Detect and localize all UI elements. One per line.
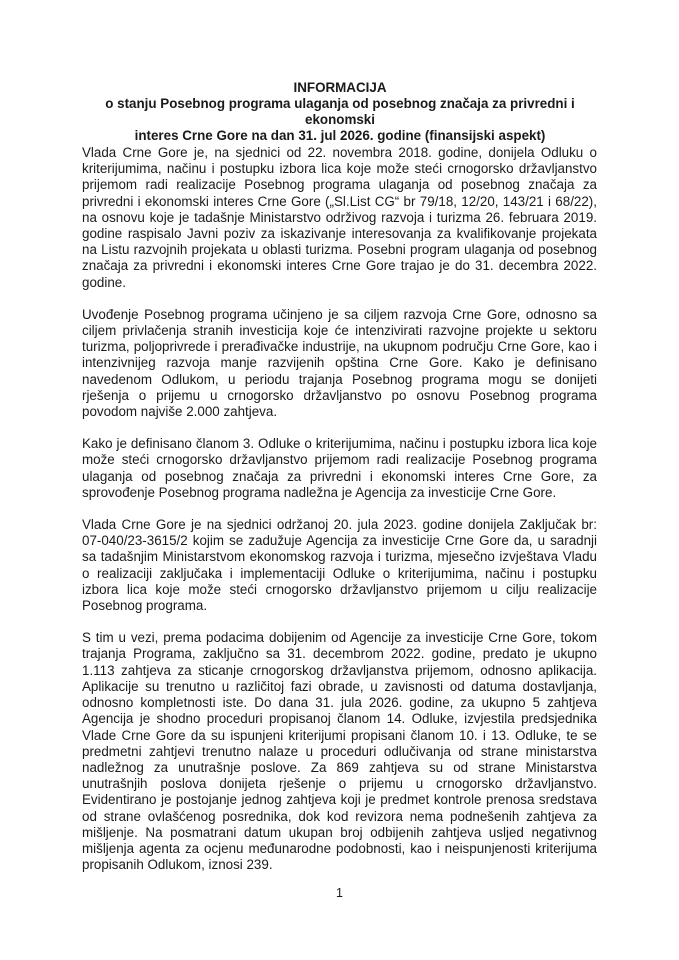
paragraph-4: Vlada Crne Gore je na sjednici održanoj 20. jula 2023. godine donijela Zaključak br: 07-040/23-3615/2 kojim se zadužuje Agencija za investicije Crne Gore da, u saradnji sa tadašnjim Ministarstvom ekonomskog razvoja i turizma, mjesečno izvještava Vladu o realizaciji zaključaka i implementaciji Odluke o kriterijumima, načinu i postupku izbora lica koje može steći crnogorsko državljanstvo prijemom u cilju realizacije Posebnog programa. <box>82 517 597 614</box>
document-title: INFORMACIJA <box>293 80 387 95</box>
document-heading <box>70 80 610 144</box>
paragraph-2: Uvođenje Posebnog programa učinjeno je sa ciljem razvoja Crne Gore, odnosno sa ciljem privlačenja stranih investicija koje će intenzivirati razvojne projekte u sektoru turizma, poljoprivrede i prerađivačke industrije, na ukupnom području Crne Gore, kao i intenzivnijeg razvoja manje razvijenih opština Crne Gore. Kako je definisano navedenom Odlukom, u periodu trajanja Posebnog programa mogu se donijeti rješenja o prijemu u crnogorsko državljanstvo po osnovu Posebnog programa povodom najviše 2.000 zahtjeva. <box>82 306 597 420</box>
paragraph-3: Kako je definisano članom 3. Odluke o kriterijumima, načinu i postupku izbora lica koje može steći crnogorsko državljanstvo prijemom radi realizacije Posebnog programa ulaganja od posebnog značaja za privredni i ekonomski interes Crne Gore, za sprovođenje Posebnog programa nadležna je Agencija za investicije Crne Gore. <box>82 436 597 500</box>
document-subtitle-line-2: interes Crne Gore na dan 31. jul 2026. godine (finansijski aspekt) <box>134 128 546 143</box>
paragraph-5: S tim u vezi, prema podacima dobijenim od Agencije za investicije Crne Gore, tokom trajanja Programa, zaključno sa 31. decembrom 2022. godine, predato je ukupno 1.113 zahtjeva za sticanje crnogorskog državljanstva prijemom, odnosno aplikacija. Aplikacije su trenutno u različitoj fazi obrade, u zavisnosti od datuma dostavljanja, odnosno kompletnosti iste. Do dana 31. jula 2026. godine, za ukupno 5 zahtjeva Agencija je shodno proceduri propisanoj članom 14. Odluke, izvjestila predsjednika Vlade Crne Gore da su ispunjeni kriterijumi propisani članom 10. i 13. Odluke, te se predmetni zahtjevi trenutno nalaze u proceduri odlučivanja od strane ministarstva nadležnog za unutrašnje poslove. Za 869 zahtjeva su od strane Ministarstva unutrašnjih poslova donijeta rješenje o prijemu u crnogorsko državljanstvo. Evidentirano je postojanje jednog zahtjeva koji je predmet kontrole prenosa sredstava od strane ovlašćenog posrednika, dok kod revizora nema podnešenih zahtjeva za mišljenje. Na posmatrani datum ukupan broj odbijenih zahtjeva usljed negativnog mišljenja agenta za ocjenu međunarodne podobnosti, kao i neispunjenosti kriterijuma propisanih Odlukom, iznosi 239. <box>82 630 597 873</box>
page-number: 1 <box>336 886 343 900</box>
document-subtitle-line-1: o stanju Posebnog programa ulaganja od posebnog značaja za privredni i ekonomski <box>105 96 575 127</box>
paragraph-1: Vlada Crne Gore je, na sjednici od 22. novembra 2018. godine, donijela Odluku o kriterijumima, načinu i postupku izbora lica koje može steći crnogorsko državljanstvo prijemom radi realizacije Posebnog programa ulaganja od posebnog značaja za privredni i ekonomski interes Crne Gore („Sl.List CG“ br 79/18, 12/20, 143/21 i 68/22), na osnovu koje je tadašnje Ministarstvo održivog razvoja i turizma 26. februara 2019. godine raspisalo Javni poziv za iskazivanje interesovanja za kvalifikovanje projekata na Listu razvojnih projekata u oblasti turizma. Posebni program ulaganja od posebnog značaja za privredni i ekonomski interes Crne Gore trajao je do 31. decembra 2022. godine. <box>82 145 597 290</box>
document-body <box>82 145 597 889</box>
